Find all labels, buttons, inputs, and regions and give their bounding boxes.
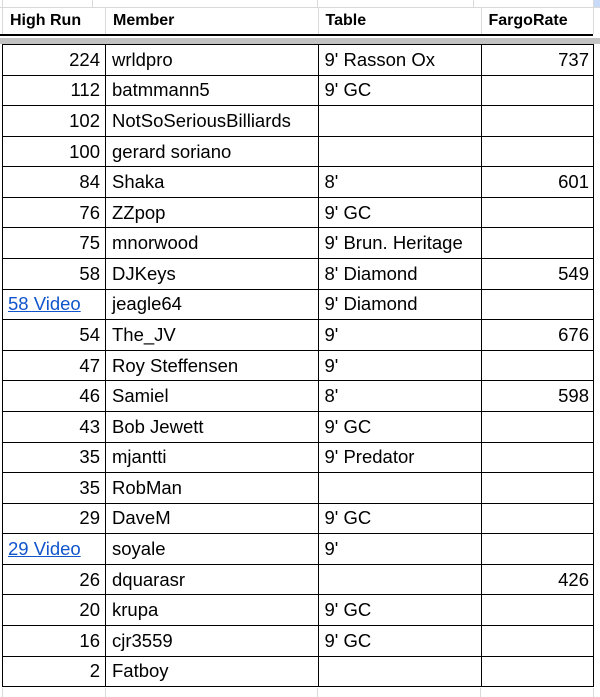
cell-fargorate[interactable]: 426 (482, 565, 595, 595)
cell-member[interactable]: Roy Steffensen (106, 351, 319, 381)
cell-fargorate[interactable]: 737 (482, 45, 595, 75)
header-divider (0, 34, 593, 37)
cell-member[interactable]: Shaka (106, 167, 319, 197)
gridline (473, 0, 474, 7)
table-row (3, 290, 594, 321)
cell-table[interactable]: 9' (319, 320, 482, 350)
cell-member[interactable]: soyale (106, 534, 319, 564)
cell-member[interactable]: Fatboy (106, 657, 319, 687)
cell-high-run[interactable]: 102 (3, 106, 106, 136)
cell-table[interactable]: 9' Diamond (319, 290, 482, 320)
table-row (3, 626, 594, 657)
partial-row-below (0, 688, 600, 697)
gridline (593, 688, 594, 697)
cell-high-run[interactable]: 100 (3, 137, 106, 167)
cell-member[interactable]: mnorwood (106, 228, 319, 258)
cell-fargorate[interactable] (482, 443, 595, 473)
cell-fargorate[interactable] (482, 228, 595, 258)
highlighted-cell-fragment (594, 0, 600, 7)
cell-table[interactable]: 9' (319, 351, 482, 381)
cell-member[interactable]: dquarasr (106, 565, 319, 595)
video-link[interactable]: 29 Video (8, 538, 81, 560)
cell-high-run[interactable]: 224 (3, 45, 106, 75)
cell-high-run[interactable]: 58 (3, 259, 106, 289)
cell-member[interactable]: gerard soriano (106, 137, 319, 167)
gridline (317, 0, 318, 7)
gridline (2, 688, 3, 697)
cell-fargorate[interactable] (482, 473, 595, 503)
table-row (3, 443, 594, 474)
cell-member[interactable]: mjantti (106, 443, 319, 473)
cell-fargorate[interactable] (482, 534, 595, 564)
cell-high-run[interactable]: 47 (3, 351, 106, 381)
cell-high-run[interactable] (3, 534, 106, 564)
table-row (3, 565, 594, 596)
table-row (3, 198, 594, 229)
column-header-member[interactable]: Member (106, 8, 319, 34)
cell-high-run[interactable]: 112 (3, 76, 106, 106)
table-row (3, 76, 594, 107)
cell-high-run[interactable]: 43 (3, 412, 106, 442)
table-row (3, 657, 594, 688)
gridline (2, 0, 3, 7)
cell-table[interactable]: 9' Brun. Heritage (319, 228, 482, 258)
cell-table[interactable] (319, 473, 482, 503)
cell-table[interactable] (319, 106, 482, 136)
cell-member[interactable]: krupa (106, 595, 319, 625)
cell-member[interactable]: jeagle64 (106, 290, 319, 320)
column-header-fargorate[interactable]: FargoRate (482, 8, 595, 34)
table-body (2, 44, 594, 687)
cell-member[interactable]: RobMan (106, 473, 319, 503)
cell-fargorate[interactable] (482, 626, 595, 656)
cell-high-run[interactable]: 75 (3, 228, 106, 258)
cell-fargorate[interactable] (482, 351, 595, 381)
table-row (3, 167, 594, 198)
table-row (3, 259, 594, 290)
cell-member[interactable]: ZZpop (106, 198, 319, 228)
cell-member[interactable]: Samiel (106, 381, 319, 411)
cell-table[interactable]: 8' Diamond (319, 259, 482, 289)
cell-high-run[interactable]: 54 (3, 320, 106, 350)
cell-fargorate[interactable] (482, 657, 595, 687)
cell-table[interactable]: 9' GC (319, 76, 482, 106)
gridline (317, 688, 318, 697)
cell-high-run[interactable]: 16 (3, 626, 106, 656)
cell-high-run[interactable]: 35 (3, 473, 106, 503)
cell-table[interactable]: 9' GC (319, 412, 482, 442)
cell-member[interactable]: batmmann5 (106, 76, 319, 106)
cell-fargorate[interactable] (482, 137, 595, 167)
table-row (3, 228, 594, 259)
cell-table[interactable]: 9' (319, 534, 482, 564)
cell-high-run[interactable]: 29 (3, 504, 106, 534)
gridline (480, 688, 481, 697)
table-row (3, 473, 594, 504)
cell-table[interactable]: 8' (319, 381, 482, 411)
table-row (3, 320, 594, 351)
table-row (3, 534, 594, 565)
table-row (3, 595, 594, 626)
cell-fargorate[interactable] (482, 412, 595, 442)
cell-high-run[interactable] (3, 290, 106, 320)
cell-table[interactable] (319, 657, 482, 687)
table-row (3, 412, 594, 443)
cell-table[interactable]: 9' Rasson Ox (319, 45, 482, 75)
cell-member[interactable]: Bob Jewett (106, 412, 319, 442)
video-link[interactable]: 58 Video (8, 293, 81, 315)
cell-fargorate[interactable]: 598 (482, 381, 595, 411)
cell-fargorate[interactable] (482, 595, 595, 625)
cell-table[interactable]: 9' GC (319, 504, 482, 534)
table-row (3, 45, 594, 76)
cell-member[interactable]: wrldpro (106, 45, 319, 75)
cell-high-run[interactable]: 26 (3, 565, 106, 595)
gridline (92, 0, 93, 7)
cell-fargorate[interactable]: 549 (482, 259, 595, 289)
cell-fargorate[interactable] (482, 504, 595, 534)
cell-table[interactable] (319, 137, 482, 167)
column-header-high-run[interactable]: High Run (3, 8, 106, 34)
table-header-row (2, 8, 594, 34)
cell-high-run[interactable]: 2 (3, 657, 106, 687)
cell-table[interactable]: 9' GC (319, 626, 482, 656)
cell-high-run[interactable]: 76 (3, 198, 106, 228)
cell-member[interactable]: DJKeys (106, 259, 319, 289)
cell-high-run[interactable]: 20 (3, 595, 106, 625)
table-row (3, 137, 594, 168)
cell-table[interactable]: 9' GC (319, 198, 482, 228)
cell-member[interactable]: The_JV (106, 320, 319, 350)
cell-member[interactable]: NotSoSeriousBilliards (106, 106, 319, 136)
cell-member[interactable]: cjr3559 (106, 626, 319, 656)
table-row (3, 381, 594, 412)
column-header-table[interactable]: Table (319, 8, 482, 34)
table-row (3, 351, 594, 382)
partial-row-above (0, 0, 600, 8)
cell-fargorate[interactable] (482, 76, 595, 106)
cell-fargorate[interactable]: 676 (482, 320, 595, 350)
cell-fargorate[interactable] (482, 290, 595, 320)
cell-fargorate[interactable] (482, 106, 595, 136)
cell-high-run[interactable]: 46 (3, 381, 106, 411)
cell-fargorate[interactable]: 601 (482, 167, 595, 197)
cell-high-run[interactable]: 35 (3, 443, 106, 473)
table-row (3, 106, 594, 137)
cell-member[interactable]: DaveM (106, 504, 319, 534)
table-row (3, 504, 594, 535)
cell-fargorate[interactable] (482, 198, 595, 228)
cell-high-run[interactable]: 84 (3, 167, 106, 197)
cell-table[interactable]: 9' Predator (319, 443, 482, 473)
gridline (105, 688, 106, 697)
cell-table[interactable]: 8' (319, 167, 482, 197)
cell-table[interactable]: 9' GC (319, 595, 482, 625)
cell-table[interactable] (319, 565, 482, 595)
